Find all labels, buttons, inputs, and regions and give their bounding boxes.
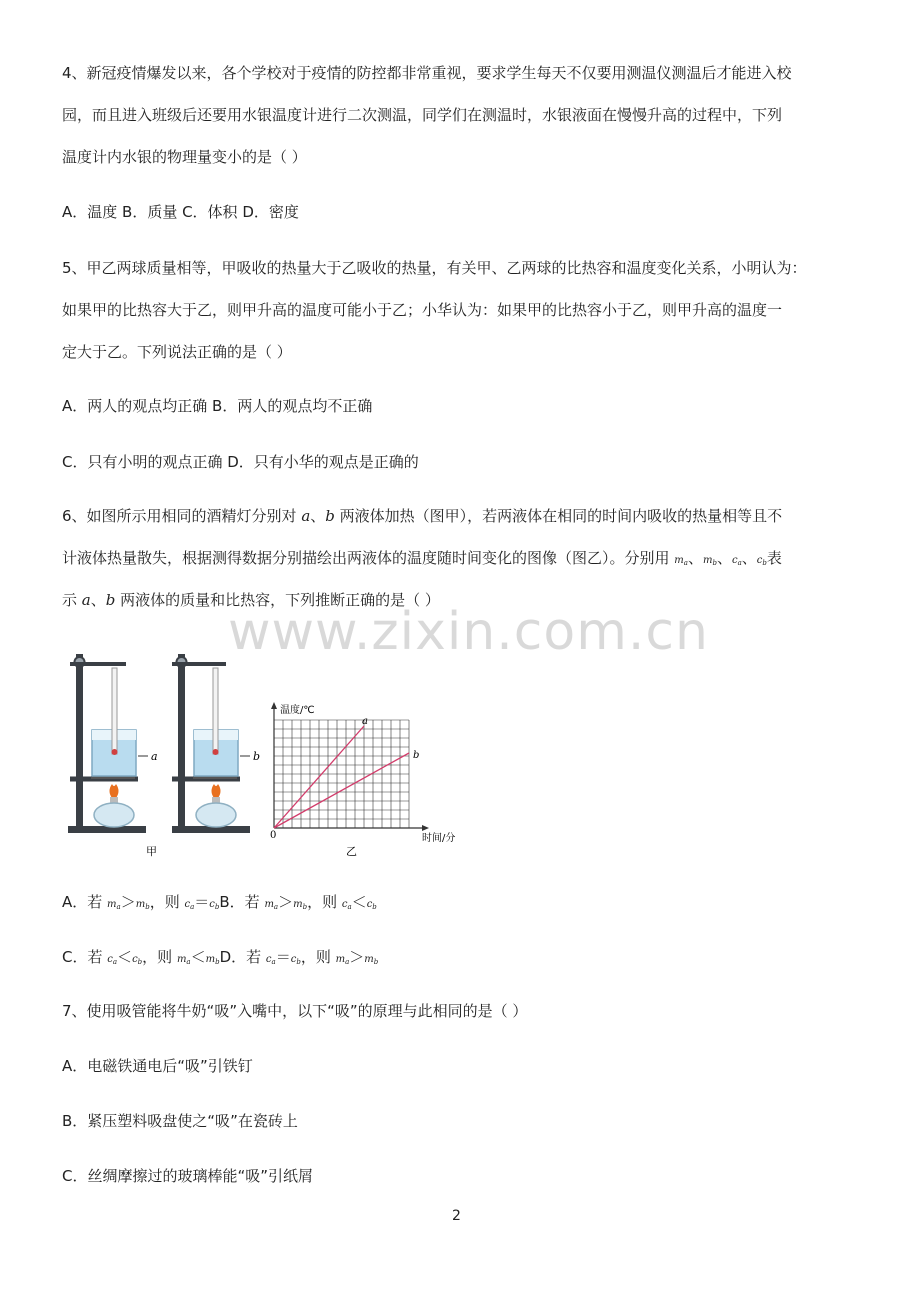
- alcohol-lamp-b: [196, 803, 236, 827]
- wick-b: [212, 797, 220, 803]
- graph-line-b-label: b: [413, 750, 420, 761]
- stand-rod-b: [178, 654, 185, 828]
- q6-line-3-post: 两液体的质量和比热容，下列推断正确的是（ ）: [115, 591, 440, 609]
- q7-option-b: B．紧压塑料吸盘使之“吸”在瓷砖上: [62, 1112, 298, 1130]
- graph-line-b: [274, 753, 409, 828]
- watermark: www.zixin.com.cn: [228, 602, 709, 662]
- q6-sep: 、: [310, 507, 326, 525]
- q6-line-3-pre: 示: [62, 591, 82, 609]
- q6-var-ca: $c_a$: [731, 555, 742, 567]
- thermometer-bulb-a: [112, 749, 118, 755]
- flame-a: [110, 784, 119, 798]
- q6-line-3-b: b: [105, 591, 116, 609]
- q6-line-3-sep: 、: [90, 591, 106, 609]
- alcohol-lamp-a: [94, 803, 134, 827]
- q4-line-1: 4、新冠疫情爆发以来，各个学校对于疫情的防控都非常重视，要求学生每天不仅要用测温仪测温后才能进入校: [62, 64, 792, 82]
- thermometer-bulb-b: [213, 749, 219, 755]
- graph-line-a-label: a: [362, 716, 368, 727]
- q6-dun-1: 、: [687, 549, 703, 567]
- q6-var-a: a: [301, 507, 311, 525]
- q4-line-3: 温度计内水银的物理量变小的是（ ）: [62, 148, 307, 166]
- stand-rod-a: [76, 654, 83, 828]
- q7-option-c: C．丝绸摩擦过的玻璃棒能“吸”引纸屑: [62, 1167, 314, 1185]
- q6-option-ab: A．若 $m_a>m_b$，则 $c_a=c_bB$．若 $m_a>m_b$，则 $c_a<c_b$: [62, 893, 377, 911]
- graph-grid: [274, 720, 409, 828]
- q6-var-cb: $c_b$: [756, 555, 767, 567]
- wick-a: [110, 797, 118, 803]
- page-number: 2: [452, 1208, 461, 1224]
- q5-line-2: 如果甲的比热容大于乙，则甲升高的温度可能小于乙；小华认为：如果甲的比热容小于乙，则甲升高的温度一: [62, 301, 783, 319]
- y-axis-arrow: [271, 702, 277, 709]
- q6-line-1-post: 两液体加热（图甲），若两液体在相同的时间内吸收的热量相等且不: [334, 507, 783, 525]
- thermometer-a: [112, 668, 117, 754]
- q6-option-cd: C．若 $c_a<c_b$，则 $m_a<m_bD$．若 $c_a=c_b$，则 $m_a>m_b$: [62, 948, 379, 966]
- q5-line-3: 定大于乙。下列说法正确的是（ ）: [62, 343, 292, 361]
- q5-line-1: 5、甲乙两球质量相等，甲吸收的热量大于乙吸收的热量，有关甲、乙两球的比热容和温度变化关系，小明认为：: [62, 259, 807, 277]
- apparatus-a: [68, 654, 158, 833]
- flame-b: [212, 784, 221, 798]
- q6-var-b: b: [325, 507, 335, 525]
- q6-line-3-a: a: [81, 591, 91, 609]
- q6-line-2-post: 表: [766, 549, 782, 567]
- q6-var-mb: $m_b$: [702, 555, 717, 567]
- q6-line-1-pre: 6、如图所示用相同的酒精灯分别对: [62, 507, 302, 525]
- x-axis-arrow: [422, 825, 429, 831]
- thermometer-b: [213, 668, 218, 754]
- q7-option-a: A．电磁铁通电后“吸”引铁钉: [62, 1057, 253, 1075]
- label-a: a: [151, 750, 158, 763]
- q5-option-cd: C．只有小明的观点正确 D．只有小华的观点是正确的: [62, 453, 419, 471]
- q6-dun-3: 、: [741, 549, 757, 567]
- q5-option-ab: A．两人的观点均正确 B．两人的观点均不正确: [62, 397, 373, 415]
- q6-dun-2: 、: [716, 549, 732, 567]
- temperature-graph: [270, 702, 455, 844]
- graph-x-label: 时间/分: [422, 833, 456, 844]
- graph-y-label: 温度/℃: [280, 705, 315, 716]
- caption-jia: 甲: [146, 845, 157, 858]
- label-b: b: [253, 750, 261, 763]
- q4-line-2: 园，而且进入班级后还要用水银温度计进行二次测温，同学们在测温时，水银液面在慢慢升高的过程中，下列: [62, 106, 783, 124]
- q7-line-1: 7、使用吸管能将牛奶“吸”入嘴中，以下“吸”的原理与此相同的是（ ）: [62, 1002, 528, 1020]
- q6-var-ma: $m_a$: [674, 555, 688, 567]
- q4-options: A．温度 B．质量 C．体积 D．密度: [62, 203, 299, 221]
- q6-line-2-pre: 计液体热量散失，根据测得数据分别描绘出两液体的温度随时间变化的图像（图乙）。分别用: [62, 549, 675, 567]
- apparatus-b: [172, 654, 260, 833]
- caption-yi: 乙: [346, 845, 357, 858]
- graph-origin: 0: [270, 830, 277, 841]
